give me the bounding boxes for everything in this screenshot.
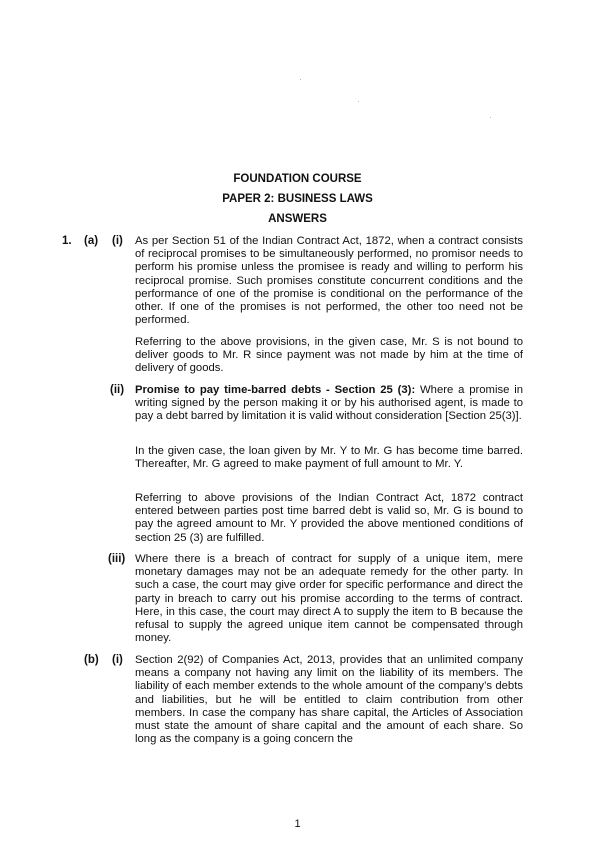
paper-title: PAPER 2: BUSINESS LAWS xyxy=(222,193,373,205)
answer-a-ii-paragraph-2: In the given case, the loan given by Mr. Y to Mr. G has become time barred. Thereafter, Mr. G agreed to make payment of full amount to Mr. Y. xyxy=(135,445,523,471)
subpart-label-a-ii: (ii) xyxy=(110,384,125,396)
answer-a-i-paragraph-1: As per Section 51 of the Indian Contract Act, 1872, when a contract consists of reciprocal promises to be simultaneously performed, no promisor needs to perform his promise unless the promisee is ready and willing to perform his reciprocal promise. Such promises constitute concurrent conditions and the performance of one of the promise is conditional on the performance of the other. If one of the promises is not performed, the other too need not be performed. xyxy=(135,235,523,327)
subpart-label-a-iii: (iii) xyxy=(108,553,126,565)
course-title: FOUNDATION COURSE xyxy=(233,173,362,185)
part-label-a: (a) xyxy=(84,235,99,247)
answer-a-ii-paragraph-1-text: Where a promise in writing signed by the person making it or by his authorised agent, is made to pay a debt barred by limitation it is valid without consideration [Section 25(3)]. xyxy=(135,384,523,423)
answer-b-i-paragraph-1: Section 2(92) of Companies Act, 2013, provides that an unlimited company means a company not having any limit on the liability of its members. The liability of each member extends to the whole amount of the company’s debts and liabilities, but he will be entitled to claim contribution from other members. In case the company has share capital, the Articles of Association must state the amount of share capital and the amount of each share. So long as the company is a going concern the xyxy=(135,654,523,746)
scan-speck xyxy=(358,101,359,102)
subpart-label-b-i: (i) xyxy=(112,654,123,666)
subpart-label-a-i: (i) xyxy=(112,235,123,247)
answer-a-ii-paragraph-3: Referring to above provisions of the Indian Contract Act, 1872 contract entered between parties post time barred debt is valid so, Mr. G is bound to pay the agreed amount to Mr. Y provided the above mentioned conditions of section 25 (3) are fulfilled. xyxy=(135,492,523,544)
scan-speck xyxy=(300,79,301,80)
answer-a-ii-paragraph-1 xyxy=(135,384,523,424)
scan-speck xyxy=(490,117,491,118)
answer-a-i-paragraph-2: Referring to the above provisions, in the given case, Mr. S is not bound to deliver goods to Mr. R since payment was not made by him at the time of delivery of goods. xyxy=(135,336,523,375)
section-heading: Promise to pay time-barred debts - Section 25 (3): xyxy=(135,384,416,396)
part-label-b: (b) xyxy=(84,654,99,666)
answers-title: ANSWERS xyxy=(268,213,327,225)
page-number: 1 xyxy=(294,818,301,830)
question-number: 1. xyxy=(62,235,72,247)
answer-a-iii-paragraph-1: Where there is a breach of contract for supply of a unique item, mere monetary damages may not be an adequate remedy for the other party. In such a case, the court may give order for specific performance and direct the party in breach to carry out his promise according to the terms of contract. Here, in this case, the court may direct A to supply the item to B because the refusal to supply the agreed unique item cannot be compensated through money. xyxy=(135,553,523,645)
